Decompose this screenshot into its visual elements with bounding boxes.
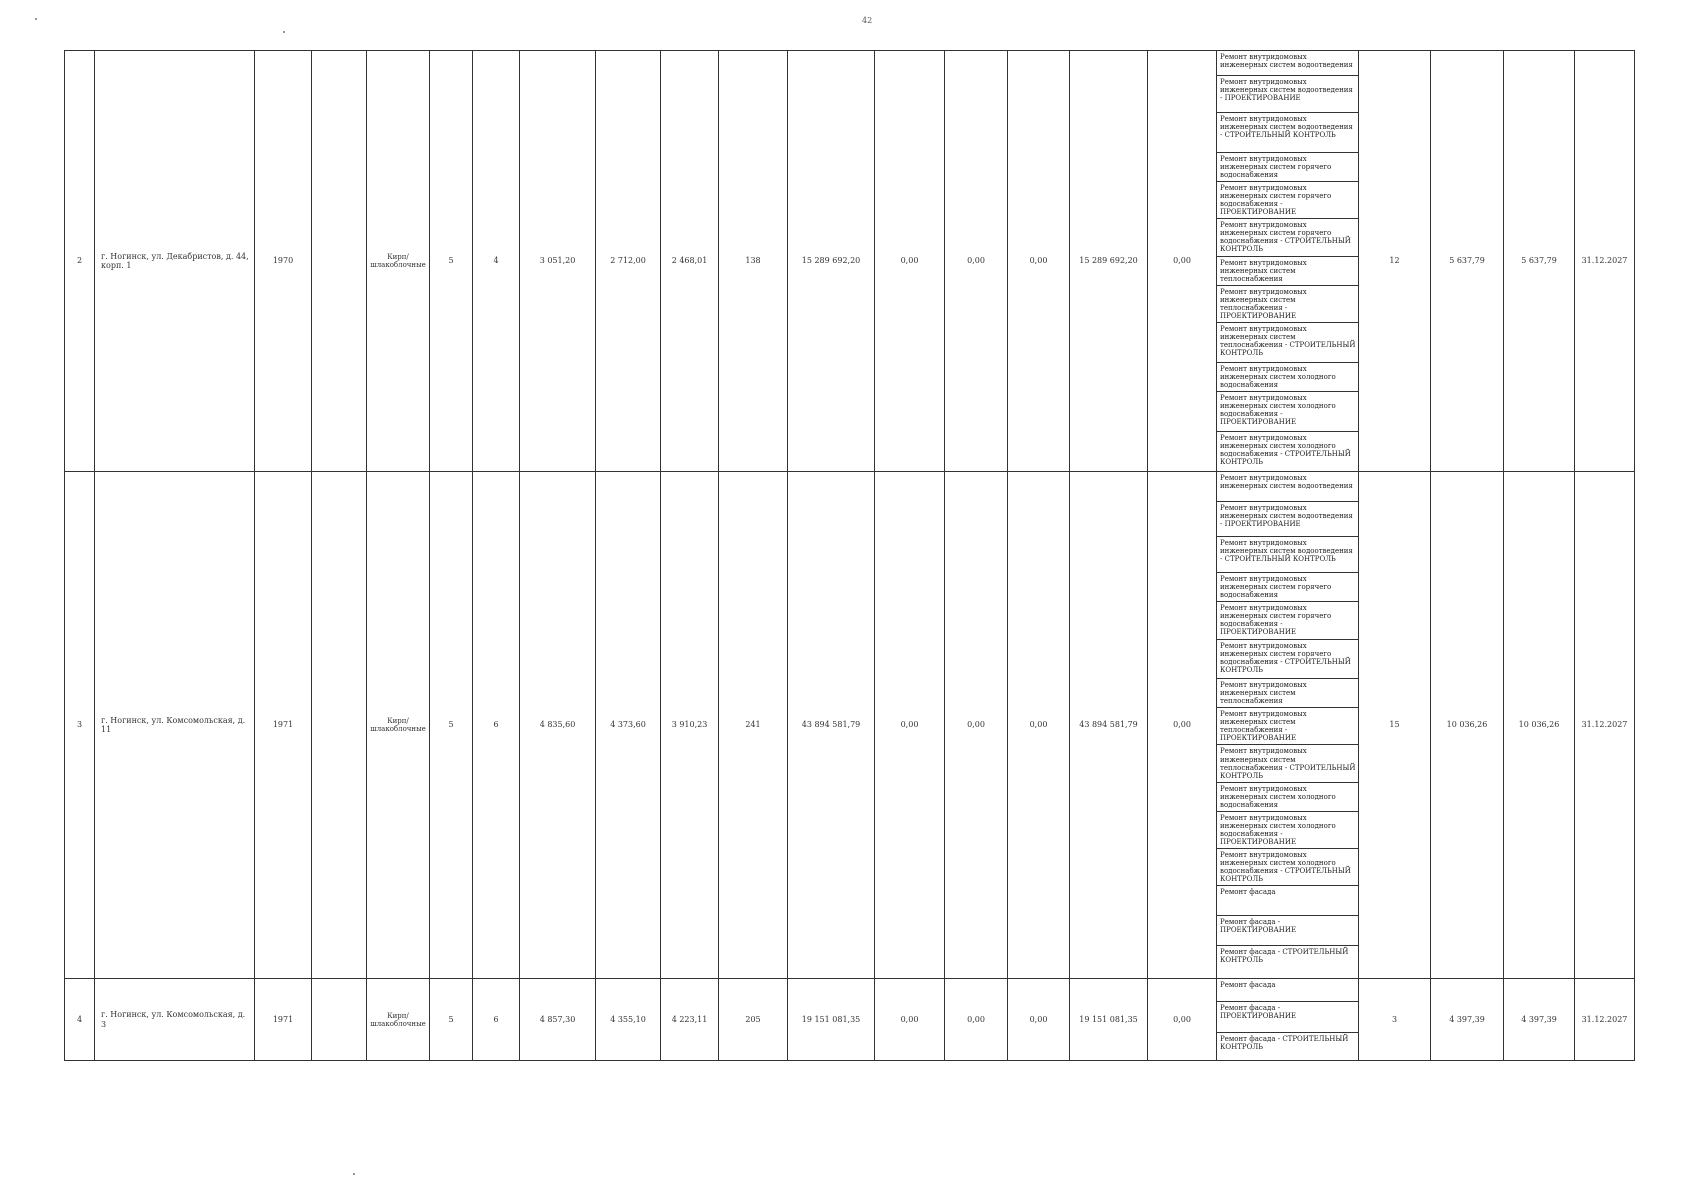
year-commissioned [312,471,367,978]
unit-cost: 4 397,39 [1431,979,1504,1061]
funding-local: 0,00 [1008,979,1070,1061]
funding-other: 0,00 [1148,471,1217,978]
work-type-item: Ремонт внутридомовых инженерных систем холодного водоснабжения [1217,362,1359,391]
entrances-count: 4 [473,51,520,472]
work-type-item: Ремонт фасада - ПРОЕКТИРОВАНИЕ [1217,1002,1359,1033]
funding-owners: 15 289 692,20 [1070,51,1148,472]
year-built: 1970 [255,51,312,472]
works-count: 12 [1359,51,1431,472]
floors-count: 5 [430,979,473,1061]
work-type-item: Ремонт внутридомовых инженерных систем холодного водоснабжения - СТРОИТЕЛЬНЫЙ КОНТРОЛЬ [1217,848,1359,885]
funding-other: 0,00 [1148,51,1217,472]
work-type-item: Ремонт внутридомовых инженерных систем водоотведения - СТРОИТЕЛЬНЫЙ КОНТРОЛЬ [1217,113,1359,153]
area-premises: 4 355,10 [596,979,661,1061]
unit-cost-limit: 4 397,39 [1504,979,1575,1061]
work-type-item: Ремонт фасада - ПРОЕКТИРОВАНИЕ [1217,916,1359,946]
floors-count: 5 [430,471,473,978]
area-total: 4 835,60 [520,471,596,978]
address-cell: г. Ногинск, ул. Комсомольская, д. 11 [95,471,255,978]
table-row [65,979,1635,1002]
table-row [65,51,1635,76]
cost-total: 15 289 692,20 [788,51,875,472]
work-type-item: Ремонт внутридомовых инженерных систем теплоснабжения - СТРОИТЕЛЬНЫЙ КОНТРОЛЬ [1217,745,1359,782]
area-residential: 2 468,01 [661,51,719,472]
unit-cost-limit: 5 637,79 [1504,51,1575,472]
table-row [65,471,1635,501]
scan-speck [35,18,37,20]
works-count: 15 [1359,471,1431,978]
funding-regional: 0,00 [945,51,1008,472]
funding-federal: 0,00 [875,979,945,1061]
funding-owners: 43 894 581,79 [1070,471,1148,978]
residents-count: 205 [719,979,788,1061]
entrances-count: 6 [473,979,520,1061]
work-type-item: Ремонт внутридомовых инженерных систем теплоснабжения - СТРОИТЕЛЬНЫЙ КОНТРОЛЬ [1217,322,1359,362]
unit-cost-limit: 10 036,26 [1504,471,1575,978]
year-commissioned [312,979,367,1061]
unit-cost: 10 036,26 [1431,471,1504,978]
area-residential: 4 223,11 [661,979,719,1061]
year-commissioned [312,51,367,472]
area-total: 3 051,20 [520,51,596,472]
funding-local: 0,00 [1008,51,1070,472]
work-type-item: Ремонт фасада [1217,979,1359,1002]
work-type-item: Ремонт внутридомовых инженерных систем холодного водоснабжения - СТРОИТЕЛЬНЫЙ КОНТРОЛЬ [1217,431,1359,471]
scan-speck [353,1173,355,1175]
work-type-item: Ремонт внутридомовых инженерных систем водоотведения [1217,51,1359,76]
work-type-item: Ремонт внутридомовых инженерных систем водоотведения - СТРОИТЕЛЬНЫЙ КОНТРОЛЬ [1217,536,1359,572]
funding-federal: 0,00 [875,471,945,978]
work-type-item: Ремонт внутридомовых инженерных систем горячего водоснабжения - ПРОЕКТИРОВАНИЕ [1217,182,1359,219]
completion-deadline: 31.12.2027 [1575,471,1635,978]
work-type-item: Ремонт внутридомовых инженерных систем горячего водоснабжения - СТРОИТЕЛЬНЫЙ КОНТРОЛЬ [1217,640,1359,679]
work-type-item: Ремонт фасада - СТРОИТЕЛЬНЫЙ КОНТРОЛЬ [1217,946,1359,979]
area-premises: 2 712,00 [596,51,661,472]
row-number: 4 [65,979,95,1061]
address-cell: г. Ногинск, ул. Комсомольская, д. 3 [95,979,255,1061]
work-type-item: Ремонт фасада - СТРОИТЕЛЬНЫЙ КОНТРОЛЬ [1217,1033,1359,1061]
funding-other: 0,00 [1148,979,1217,1061]
capital-repair-register-table [64,50,1635,1061]
year-built: 1971 [255,979,312,1061]
work-type-item: Ремонт внутридомовых инженерных систем теплоснабжения - ПРОЕКТИРОВАНИЕ [1217,285,1359,322]
work-type-item: Ремонт внутридомовых инженерных систем теплоснабжения [1217,679,1359,708]
row-number: 2 [65,51,95,472]
work-type-item: Ремонт внутридомовых инженерных систем теплоснабжения [1217,256,1359,285]
funding-local: 0,00 [1008,471,1070,978]
funding-owners: 19 151 081,35 [1070,979,1148,1061]
work-type-item: Ремонт внутридомовых инженерных систем холодного водоснабжения [1217,782,1359,811]
wall-material: Кирп/ шлакоблочные [367,51,430,472]
row-number: 3 [65,471,95,978]
work-type-item: Ремонт внутридомовых инженерных систем водоотведения [1217,471,1359,501]
funding-federal: 0,00 [875,51,945,472]
cost-total: 19 151 081,35 [788,979,875,1061]
area-residential: 3 910,23 [661,471,719,978]
work-type-item: Ремонт внутридомовых инженерных систем горячего водоснабжения - СТРОИТЕЛЬНЫЙ КОНТРОЛЬ [1217,219,1359,256]
work-type-item: Ремонт внутридомовых инженерных систем горячего водоснабжения [1217,153,1359,182]
entrances-count: 6 [473,471,520,978]
work-type-item: Ремонт внутридомовых инженерных систем водоотведения - ПРОЕКТИРОВАНИЕ [1217,501,1359,536]
funding-regional: 0,00 [945,471,1008,978]
area-total: 4 857,30 [520,979,596,1061]
wall-material: Кирп/ шлакоблочные [367,471,430,978]
residents-count: 241 [719,471,788,978]
work-type-item: Ремонт внутридомовых инженерных систем горячего водоснабжения - ПРОЕКТИРОВАНИЕ [1217,602,1359,640]
work-type-item: Ремонт внутридомовых инженерных систем водоотведения - ПРОЕКТИРОВАНИЕ [1217,76,1359,113]
work-type-item: Ремонт внутридомовых инженерных систем холодного водоснабжения - ПРОЕКТИРОВАНИЕ [1217,391,1359,431]
cost-total: 43 894 581,79 [788,471,875,978]
works-count: 3 [1359,979,1431,1061]
area-premises: 4 373,60 [596,471,661,978]
funding-regional: 0,00 [945,979,1008,1061]
completion-deadline: 31.12.2027 [1575,979,1635,1061]
year-built: 1971 [255,471,312,978]
completion-deadline: 31.12.2027 [1575,51,1635,472]
work-type-item: Ремонт фасада [1217,886,1359,916]
work-type-item: Ремонт внутридомовых инженерных систем холодного водоснабжения - ПРОЕКТИРОВАНИЕ [1217,811,1359,848]
scan-speck [283,31,285,33]
unit-cost: 5 637,79 [1431,51,1504,472]
address-cell: г. Ногинск, ул. Декабристов, д. 44, корп. 1 [95,51,255,472]
page-number: 42 [862,16,873,25]
residents-count: 138 [719,51,788,472]
work-type-item: Ремонт внутридомовых инженерных систем горячего водоснабжения [1217,572,1359,601]
work-type-item: Ремонт внутридомовых инженерных систем теплоснабжения - ПРОЕКТИРОВАНИЕ [1217,708,1359,745]
wall-material: Кирп/ шлакоблочные [367,979,430,1061]
floors-count: 5 [430,51,473,472]
